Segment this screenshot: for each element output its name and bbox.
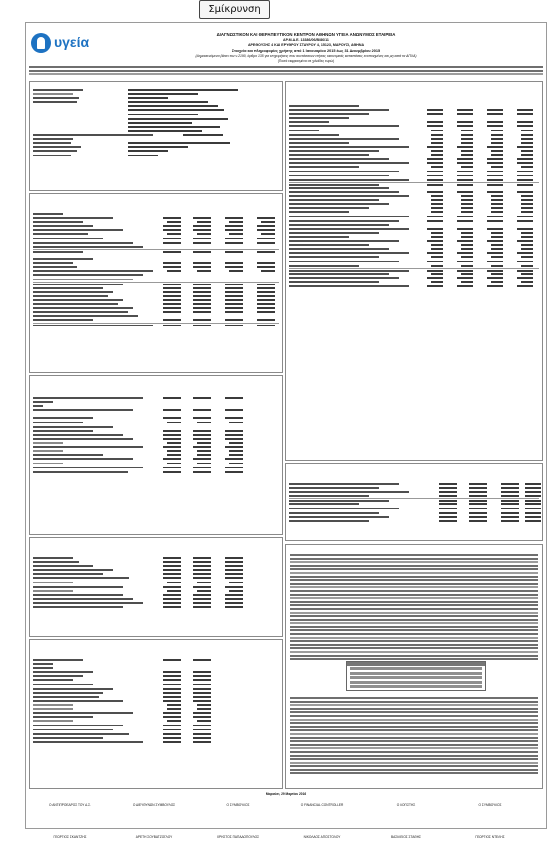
additional-notes-section <box>285 544 543 789</box>
financial-statement-document <box>25 22 547 839</box>
parent-income-section <box>29 639 283 789</box>
company-title: ΔΙΑΓΝΩΣΤΙΚΟΝ ΚΑΙ ΘΕΡΑΠΕΥΤΙΚΟΝ ΚΕΝΤΡΟΝ ΑΘΗΝΩΝ ΥΓΕΙΑ ΑΝΩΝΥΜΟΣ ΕΤΑΙΡΕΙΑ <box>216 32 396 37</box>
signatory-title-4: Ο FINANCIAL CONTROLLER <box>300 803 344 807</box>
company-logo <box>31 33 95 57</box>
company-info-section <box>29 81 283 191</box>
intro-paragraph <box>29 66 543 78</box>
signatory-title-5: Ο ΛΟΓΙΣΤΗΣ <box>396 803 416 807</box>
signatory-name-2: ΑΡΕΤΗ ΣΟΥΒΑΤΖΟΓΛΟΥ <box>135 835 173 839</box>
company-registry: ΑΡ.Μ.Α.Ε. 13386/06/Β/86/11 <box>283 38 329 42</box>
income-statement-section <box>29 537 283 637</box>
signatory-title-1: Ο ΑΝΤΙΠΡΟΕΔΡΟΣ ΤΟΥ Δ.Σ. <box>49 803 91 807</box>
shrink-button[interactable]: Σμίκρυνση <box>199 0 270 19</box>
reporting-basis: (Δημοσιευόμενα βάσει του ν.2190, άρθρο 135 για επιχειρήσεις που συντάσσουν ετήσιες οικονομικές καταστάσεις ενοποιημένες και μη κατά τα ΔΠΧΑ) <box>195 54 417 58</box>
signatory-name-6: ΓΕΩΡΓΙΟΣ ΝΤΕΛΗΣ <box>475 835 505 839</box>
signatory-name-1: ΓΕΩΡΓΙΟΣ ΣΚΑΝΤΖΗΣ <box>53 835 87 839</box>
notes-table <box>346 661 486 691</box>
signatory-name-3: ΧΡΗΣΤΟΣ ΠΑΠΑΔΟΠΟΥΛΟΣ <box>216 835 260 839</box>
logo-mark-icon <box>31 33 51 53</box>
signatory-title-2: Ο ΔΙΕΥΘΥΝΩΝ ΣΥΜΒΟΥΛΟΣ <box>132 803 176 807</box>
cash-flow-section <box>285 81 543 461</box>
equity-changes-section <box>29 375 283 535</box>
logo-wordmark: υγεία <box>54 34 90 50</box>
place-and-date: Μαρούσι, 29 Μαρτίου 2016 <box>265 792 307 796</box>
balance-sheet-section <box>29 193 283 373</box>
signatory-name-5: ΒΑΣΙΛΕΙΟΣ ΣΤΑΘΗΣ <box>390 835 422 839</box>
reporting-period: Στοιχεία και πληροφορίες χρήσης από 1 Ιανουαρίου 2015 έως 31 Δεκεμβρίου 2015 <box>231 49 381 53</box>
signatory-title-6: Ο ΣΥΜΒΟΥΛΟΣ <box>478 803 502 807</box>
equity-statement-section <box>285 463 543 541</box>
signatory-title-3: Ο ΣΥΜΒΟΥΛΟΣ <box>226 803 250 807</box>
signatory-name-4: ΝΙΚΟΛΑΟΣ ΑΠΟΣΤΟΛΟΥ <box>303 835 341 839</box>
company-address: ΑΡΕΘΟΥΣΗΣ 4 ΚΑΙ ΕΡΥΘΡΟΥ ΣΤΑΥΡΟΥ 4, 15123, ΜΑΡΟΥΣΙ, ΑΘΗΝΑ <box>247 43 365 47</box>
currency-note: (Ποσά εκφρασμένα σε χιλιάδες ευρώ) <box>277 59 335 63</box>
